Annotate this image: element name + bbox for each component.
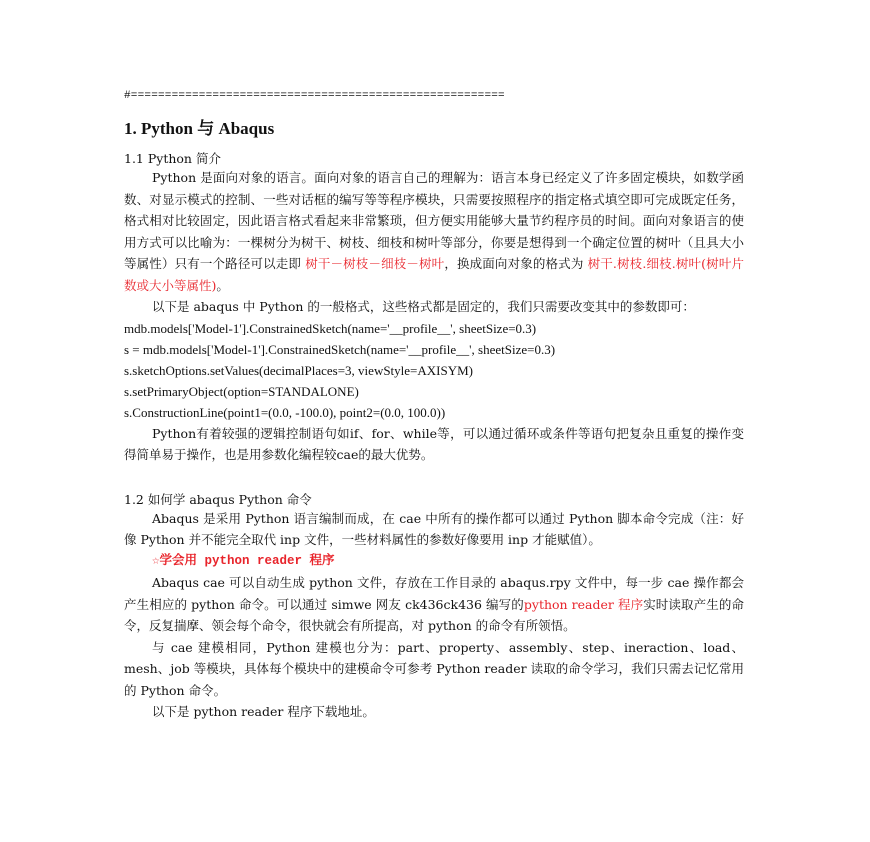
code-line-3: s.sketchOptions.setValues(decimalPlaces=3, viewStyle=AXISYM) xyxy=(124,362,473,378)
intro-text-c: 。 xyxy=(216,277,229,293)
tree-path-highlight: 树干－树枝－细枝－树叶 xyxy=(305,256,445,271)
object-format-highlight: 树干.树枝.细枝.树叶(树叶片数或大小等属性) xyxy=(124,256,744,293)
code-line-2: s = mdb.models['Model-1'].ConstrainedSketch(name='__profile__', sheetSize=0.3) xyxy=(124,341,556,357)
heading-python-abaqus: 1. Python 与 Abaqus xyxy=(124,119,275,138)
section-1-1-title: 1.1 Python 简介 xyxy=(124,151,221,166)
section-1-2-title: 1.2 如何学 abaqus Python 命令 xyxy=(124,491,312,507)
paragraph-download: 以下是 python reader 程序下载地址。 xyxy=(152,704,375,719)
code-line-4: s.setPrimaryObject(option=STANDALONE) xyxy=(124,383,359,399)
intro-text-b: ，换成面向对象的格式为 xyxy=(444,256,588,271)
intro-text-a: Python 是面向对象的语言。面向对象的语言自己的理解为：语言本身已经定义了许多固定模块，如数学函数、对显示模式的控制、一些对话框的编写等等程序模块，只需要按照程序的指定格式填空即可完成既定任务，格式相对比较固定，因此语言格式看起来非常繁琐，但方便实用能够大量节约程序员的时间。面向对象语言的使用方式可以比喻为：一棵树分为树干、树枝、细枝和树叶等部分，你要是想得到一个确定位置的树叶（且具大小等属性）只有一个路径可以走即 xyxy=(124,170,744,271)
paragraph-abaqus: Abaqus 是采用 Python 语言编制而成，在 cae 中所有的操作都可以通过 Python 脚本命令完成（注：好像 Python 并不能完全取代 inp 文件，一些材料属性的参数好像要用 inp 才能赋值）。 xyxy=(124,510,744,547)
paragraph-rpy xyxy=(124,572,744,637)
paragraph-logic: Python有着较强的逻辑控制语句如if、for、while等，可以通过循环或条件等语句把复杂且重复的操作变得简单易于操作，也是用参数化编程较cae的最大优势。 xyxy=(124,425,744,462)
paragraph-format: 以下是 abaqus 中 Python 的一般格式，这些格式都是固定的，我们只需要改变其中的参数即可： xyxy=(152,299,695,314)
paragraph-intro xyxy=(124,167,744,296)
document-page xyxy=(124,86,744,723)
code-line-5: s.ConstructionLine(point1=(0.0, -100.0), point2=(0.0, 100.0)) xyxy=(124,404,446,420)
code-line-1: mdb.models['Model-1'].ConstrainedSketch(name='__profile__', sheetSize=0.3) xyxy=(124,320,537,336)
reader-highlight: python reader 程序 xyxy=(523,596,644,612)
rpy-text-a: Abaqus cae 可以自动生成 python 文件，存放在工作目录的 abaqus.rpy 文件中，每一步 cae 操作都会产生相应的 python 命令。可以通过 simwe 网友 ck436ck436 编写的 xyxy=(124,575,744,612)
paragraph-modules: 与 cae 建模相同，Python 建模也分为：part、property、assembly、step、ineraction、load、mesh、job 等模块，具体每个模块中的建模命令可参考 Python reader 读取的命令学习，我们只需去记忆常用的 Python 命令。 xyxy=(124,639,744,698)
rpy-text-b: 实时读取产生的命令，反复揣摩、领会每个命令，很快就会有所提高，对 python 的命令有所领悟。 xyxy=(124,596,744,633)
learn-reader-heading: ☆学会用 python reader 程序 xyxy=(152,553,335,568)
separator-line: #======================================================= xyxy=(124,90,505,102)
